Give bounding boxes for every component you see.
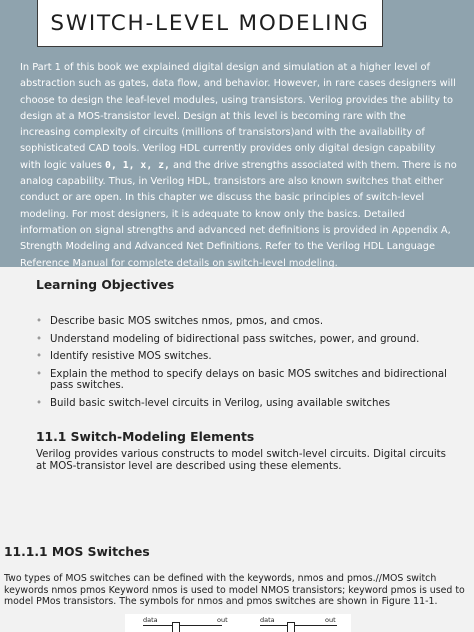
header-banner (0, 0, 474, 267)
learning-objectives-heading: Learning Objectives (36, 278, 175, 292)
intro-text-part1: In Part 1 of this book we explained digital design and simulation at a higher level of abstraction such as gates, data flow, and behavior. However, in rare cases designers will choose to design the leaf-level modules, using transistors. Verilog provides the ability to design at a MOS-transistor level. Design at this level is becoming rare with the increasing complexity of circuits (millions of transistors)and with the availability of sophisticated CAD tools. Verilog HDL currently provides only digital design capability with logic values (20, 62, 456, 171)
title-box (37, 0, 383, 47)
list-item: • Describe basic MOS switches nmos, pmos, and cmos. (36, 316, 456, 328)
figure-left-data-label: data (143, 616, 158, 624)
mos-switch-figure (125, 614, 351, 632)
figure-left-input-wire (143, 625, 173, 626)
figure-left-out-label: out (217, 616, 228, 624)
figure-left-output-wire (180, 625, 222, 626)
figure-right-out-label: out (325, 616, 336, 624)
list-item: • Explain the method to specify delays on basic MOS switches and bidirectional pass switches. (36, 369, 456, 392)
list-item: • Identify resistive MOS switches. (36, 351, 456, 363)
figure-right-data-label: data (260, 616, 275, 624)
nmos-symbol (172, 622, 180, 632)
section-11-1-text: Verilog provides various constructs to model switch-level circuits. Digital circuits at MOS-transistor level are described using these elements. (36, 449, 446, 472)
figure-right-output-wire (295, 625, 337, 626)
page-title: SWITCH-LEVEL MODELING (50, 10, 370, 36)
logic-values: 0, 1, x, z, (105, 159, 170, 171)
intro-text-part2: and the drive strengths associated with them. There is no analog capability. Thus, in Verilog HDL, transistors are also known switches that either conduct or are open. In this chapter we discuss the basic principles of switch-level modeling. For most designers, it is adequate to know only the basics. Detailed information on signal strengths and advanced net definitions is provided in Appendix A, Strength Modeling and Advanced Net Definitions. Refer to the Verilog HDL Language Reference Manual for complete details on switch-level modeling. (20, 159, 457, 269)
learning-objectives-list (36, 316, 456, 409)
section-11-1-heading: 11.1 Switch-Modeling Elements (36, 430, 255, 444)
intro-paragraph (20, 60, 457, 272)
list-item: • Understand modeling of bidirectional pass switches, power, and ground. (36, 334, 456, 346)
section-11-1-1-heading: 11.1.1 MOS Switches (4, 545, 150, 559)
figure-right-input-wire (260, 625, 288, 626)
pmos-symbol (287, 622, 295, 632)
section-11-1-1-text: Two types of MOS switches can be defined with the keywords, nmos and pmos.//MOS switch keywords nmos pmos Keyword nmos is used to model NMOS transistors; keyword pmos is used to model PMos transistors. The symbols for nmos and pmos switches are shown in Figure 11-1. (4, 573, 465, 608)
list-item: • Build basic switch-level circuits in Verilog, using available switches (36, 398, 456, 410)
